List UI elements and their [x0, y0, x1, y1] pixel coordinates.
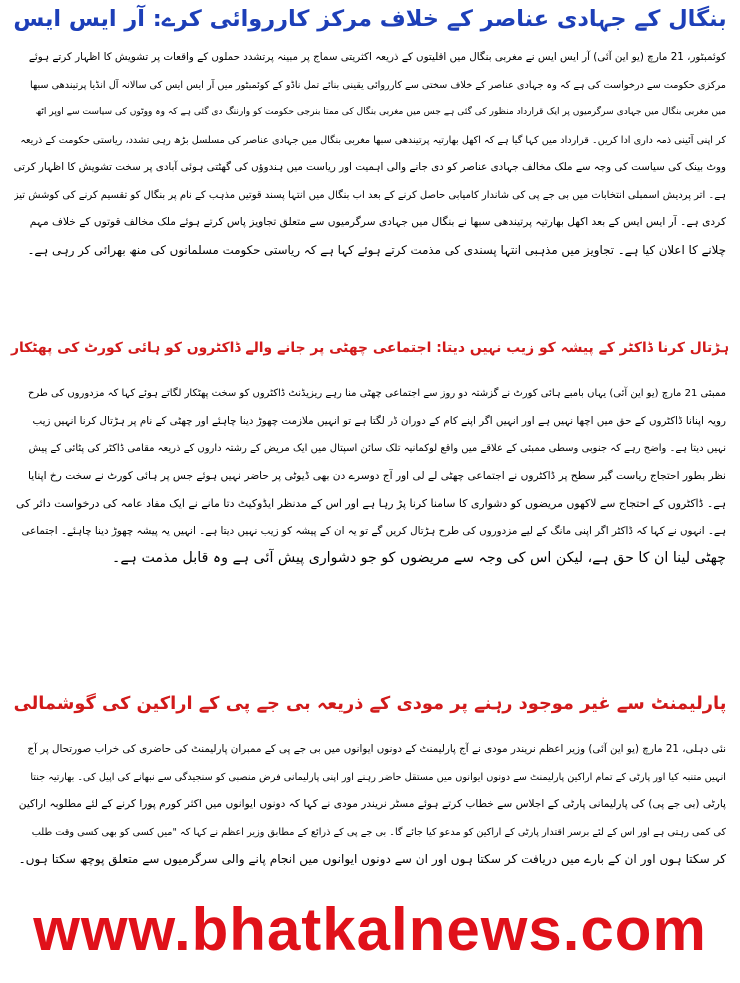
article-3-line: انہیں متنبہ کیا اور پارٹی کے تمام اراکین پارلیمنٹ سے دونوں ایوانوں میں مستقل حاضر رہنے اور اپنی پارلیمانی فرض منصبی کو سنجیدگی سے نبھانے کی اپیل کی۔ بھارتیہ جنتا: [30, 771, 726, 783]
article-1-line: کر اپنی آئینی ذمہ داری ادا کریں۔ قرارداد میں کہا گیا ہے کہ اکھل بھارتیہ پرتیندھی سبھا مغربی بنگال میں جہادی عناصر کی مسلسل بڑھ رہی تشدد، ریاستی حکومت کے ذریعہ: [20, 134, 726, 146]
article-1-line: کوئمبٹور، 21 مارچ (یو این آئی) آر ایس ایس نے مغربی بنگال میں اقلیتوں کے ذریعہ اکثریتی سماج پر مبینہ پرتشدد حملوں کے واقعات پر تشویش کا اظہار کرتے ہوئے: [28, 51, 726, 63]
article-2-line: ممبئی 21 مارچ (یو این آئی) یہاں بامبے ہائی کورٹ نے گزشتہ دو روز سے اجتماعی چھٹی منا رہے ریزیڈنٹ ڈاکٹروں کو سخت پھٹکار لگاتے ہوئے کہا کہ مزدوروں کی طرح: [27, 388, 726, 399]
article-1-line: ووٹ بینک کی سیاست کی وجہ سے ملک مخالف جہادی عناصر کو دی جانے والی اہمیت اور ریاست میں ہندوؤں کی گھٹتی ہوئی آبادی پر سخت تشویش کا اظہار کرتی: [14, 161, 726, 173]
article-1-line: چلانے کا اعلان کیا ہے۔ تجاویز میں مذہبی انتہا پسندی کی مذمت کرتے ہوئے کہا ہے کہ ریاستی حکومت مسلمانوں کی منھ بھرائی کر رہی ہے۔: [27, 242, 726, 257]
article-2-line: رویہ اپنانا ڈاکٹروں کے حق میں اچھا نہیں ہے اور انہیں اگر اپنے کام کے دوران ڈر لگتا ہے تو انہیں ملازمت چھوڑ دینا چاہئے اور چھٹی کے نام پر ہڑتال کرنا انہیں زیب: [32, 414, 726, 427]
article-1-headline: بنگال کے جہادی عناصر کے خلاف مرکز کارروائی کرے: آر ایس ایس: [13, 6, 727, 32]
article-1-line: مرکزی حکومت سے درخواست کی ہے کہ وہ جہادی عناصر کے خلاف سختی سے کارروائی یقینی بنائے تمل ناڈو کے کوئمبٹور میں آر ایس ایس کی سالانہ آل انڈیا پرتیندھی سبھا: [30, 79, 726, 91]
article-2-headline: ہڑتال کرنا ڈاکٹر کے پیشہ کو زیب نہیں دیتا: اجتماعی چھٹی پر جانے والے ڈاکٹروں کو ہائی کورٹ کی پھٹکار: [10, 340, 730, 356]
article-2-line: نظر بطور احتجاج ریاست گیر سطح پر ڈاکٹروں نے اجتماعی چھٹی لے لی اور آج دوسرے دن بھی ڈیوٹی پر حاضر نہیں ہوئے جس پر ہائی کورٹ نے سخت رخ اپنایا: [28, 469, 726, 482]
article-3-headline: پارلیمنٹ سے غیر موجود رہنے پر مودی کے ذریعہ بی جے پی کے اراکین کی گوشمالی: [13, 693, 727, 714]
article-1-line: میں مغربی بنگال میں جہادی سرگرمیوں پر ایک قرارداد منظور کی گئی ہے جس میں مغربی بنگال کی ممتا بنرجی حکومت کو وارننگ دی گئی ہے کہ وہ ووٹوں کی سیاست سے اوپر اٹھ: [35, 107, 726, 117]
article-3-line: نئی دہلی، 21 مارچ (یو این آئی) وزیر اعظم نریندر مودی نے آج پارلیمنٹ کے دونوں ایوانوں میں بی جے پی کے ممبران پارلیمنٹ کی حاضری کی خراب صورتحال پر آج: [27, 743, 726, 755]
article-1-line: ہے۔ اتر پردیش اسمبلی انتخابات میں بی جے پی کی شاندار کامیابی حاصل کرنے کے بعد اب بنگال میں انتہا پسند قوتیں مذہب کے نام پر بنگال کو تقسیم کرنے کی کوشش تیز: [14, 189, 726, 201]
article-3-line: پارٹی (بی جے پی) کی پارلیمانی پارٹی کے اجلاس سے خطاب کرتے ہوئے مسٹر نریندر مودی نے کہا کہ دونوں ایوانوں میں اکثر کورم پورا کرنے کے لئے مطلوبہ اراکین: [18, 798, 726, 810]
article-2-line: ہے۔ ڈاکٹروں کے احتجاج سے لاکھوں مریضوں کو دشواری کا سامنا کرنا پڑ رہا ہے اور اس کے مدنظر ایڈوکیٹ دتا مانے نے ایک مفاد عامہ کی درخواست دائر کی: [16, 497, 726, 510]
article-2-body: [14, 380, 726, 573]
article-3-line: کی کمی رہتی ہے اور اس کے لئے برسر اقتدار پارٹی کے اراکین کو مدعو کیا جائے گا۔ بی جے پی کے ذرائع کے مطابق وزیر اعظم نے کہا کہ "میں کسی کو بھی کسی وقت طلب: [31, 826, 726, 838]
article-3-line: کر سکتا ہوں اور ان کے بارے میں دریافت کر سکتا ہوں اور ان سے دونوں ایوانوں میں انجام پانے والی سرگرمیوں سے متعلق پوچھ سکتا ہوں۔: [18, 852, 726, 866]
article-2-line: نہیں دیتا ہے۔ واضح رہے کہ جنوبی وسطی ممبئی کے علاقے میں واقع لوکمانیہ تلک سائن اسپتال میں ایک مریض کے رشتہ داروں کے ذریعہ مقامی ڈاکٹر کی پٹائی کے پیش: [28, 443, 726, 454]
site-watermark-url: www.bhatkalnews.com: [33, 896, 707, 963]
article-2-line: ہے۔ انہوں نے کہا کہ ڈاکٹر اگر اپنی مانگ کے لیے مزدوروں کی طرح ہڑتال کریں گے تو یہ ان کے پیشہ کو زیب نہیں دیتا ہے۔ انہیں یہ پیشہ چھوڑ دینا چاہئے۔ اجتماعی: [21, 524, 726, 537]
article-3-body: [14, 736, 726, 874]
article-1-body: [14, 44, 726, 264]
article-1-line: کردی ہے۔ آر ایس ایس کے بعد اکھل بھارتیہ پرتیندھی سبھا نے بنگال میں جہادی سرگرمیوں سے متعلق تجاویز پاس کرتے ہوئے ملک مخالف قوتوں کے خلاف مہم: [29, 216, 726, 228]
article-2-line: چھٹی لینا ان کا حق ہے، لیکن اس کی وجہ سے مریضوں کو جو دشواری پیش آئی ہے وہ قابل مذمت ہے۔: [112, 550, 726, 566]
